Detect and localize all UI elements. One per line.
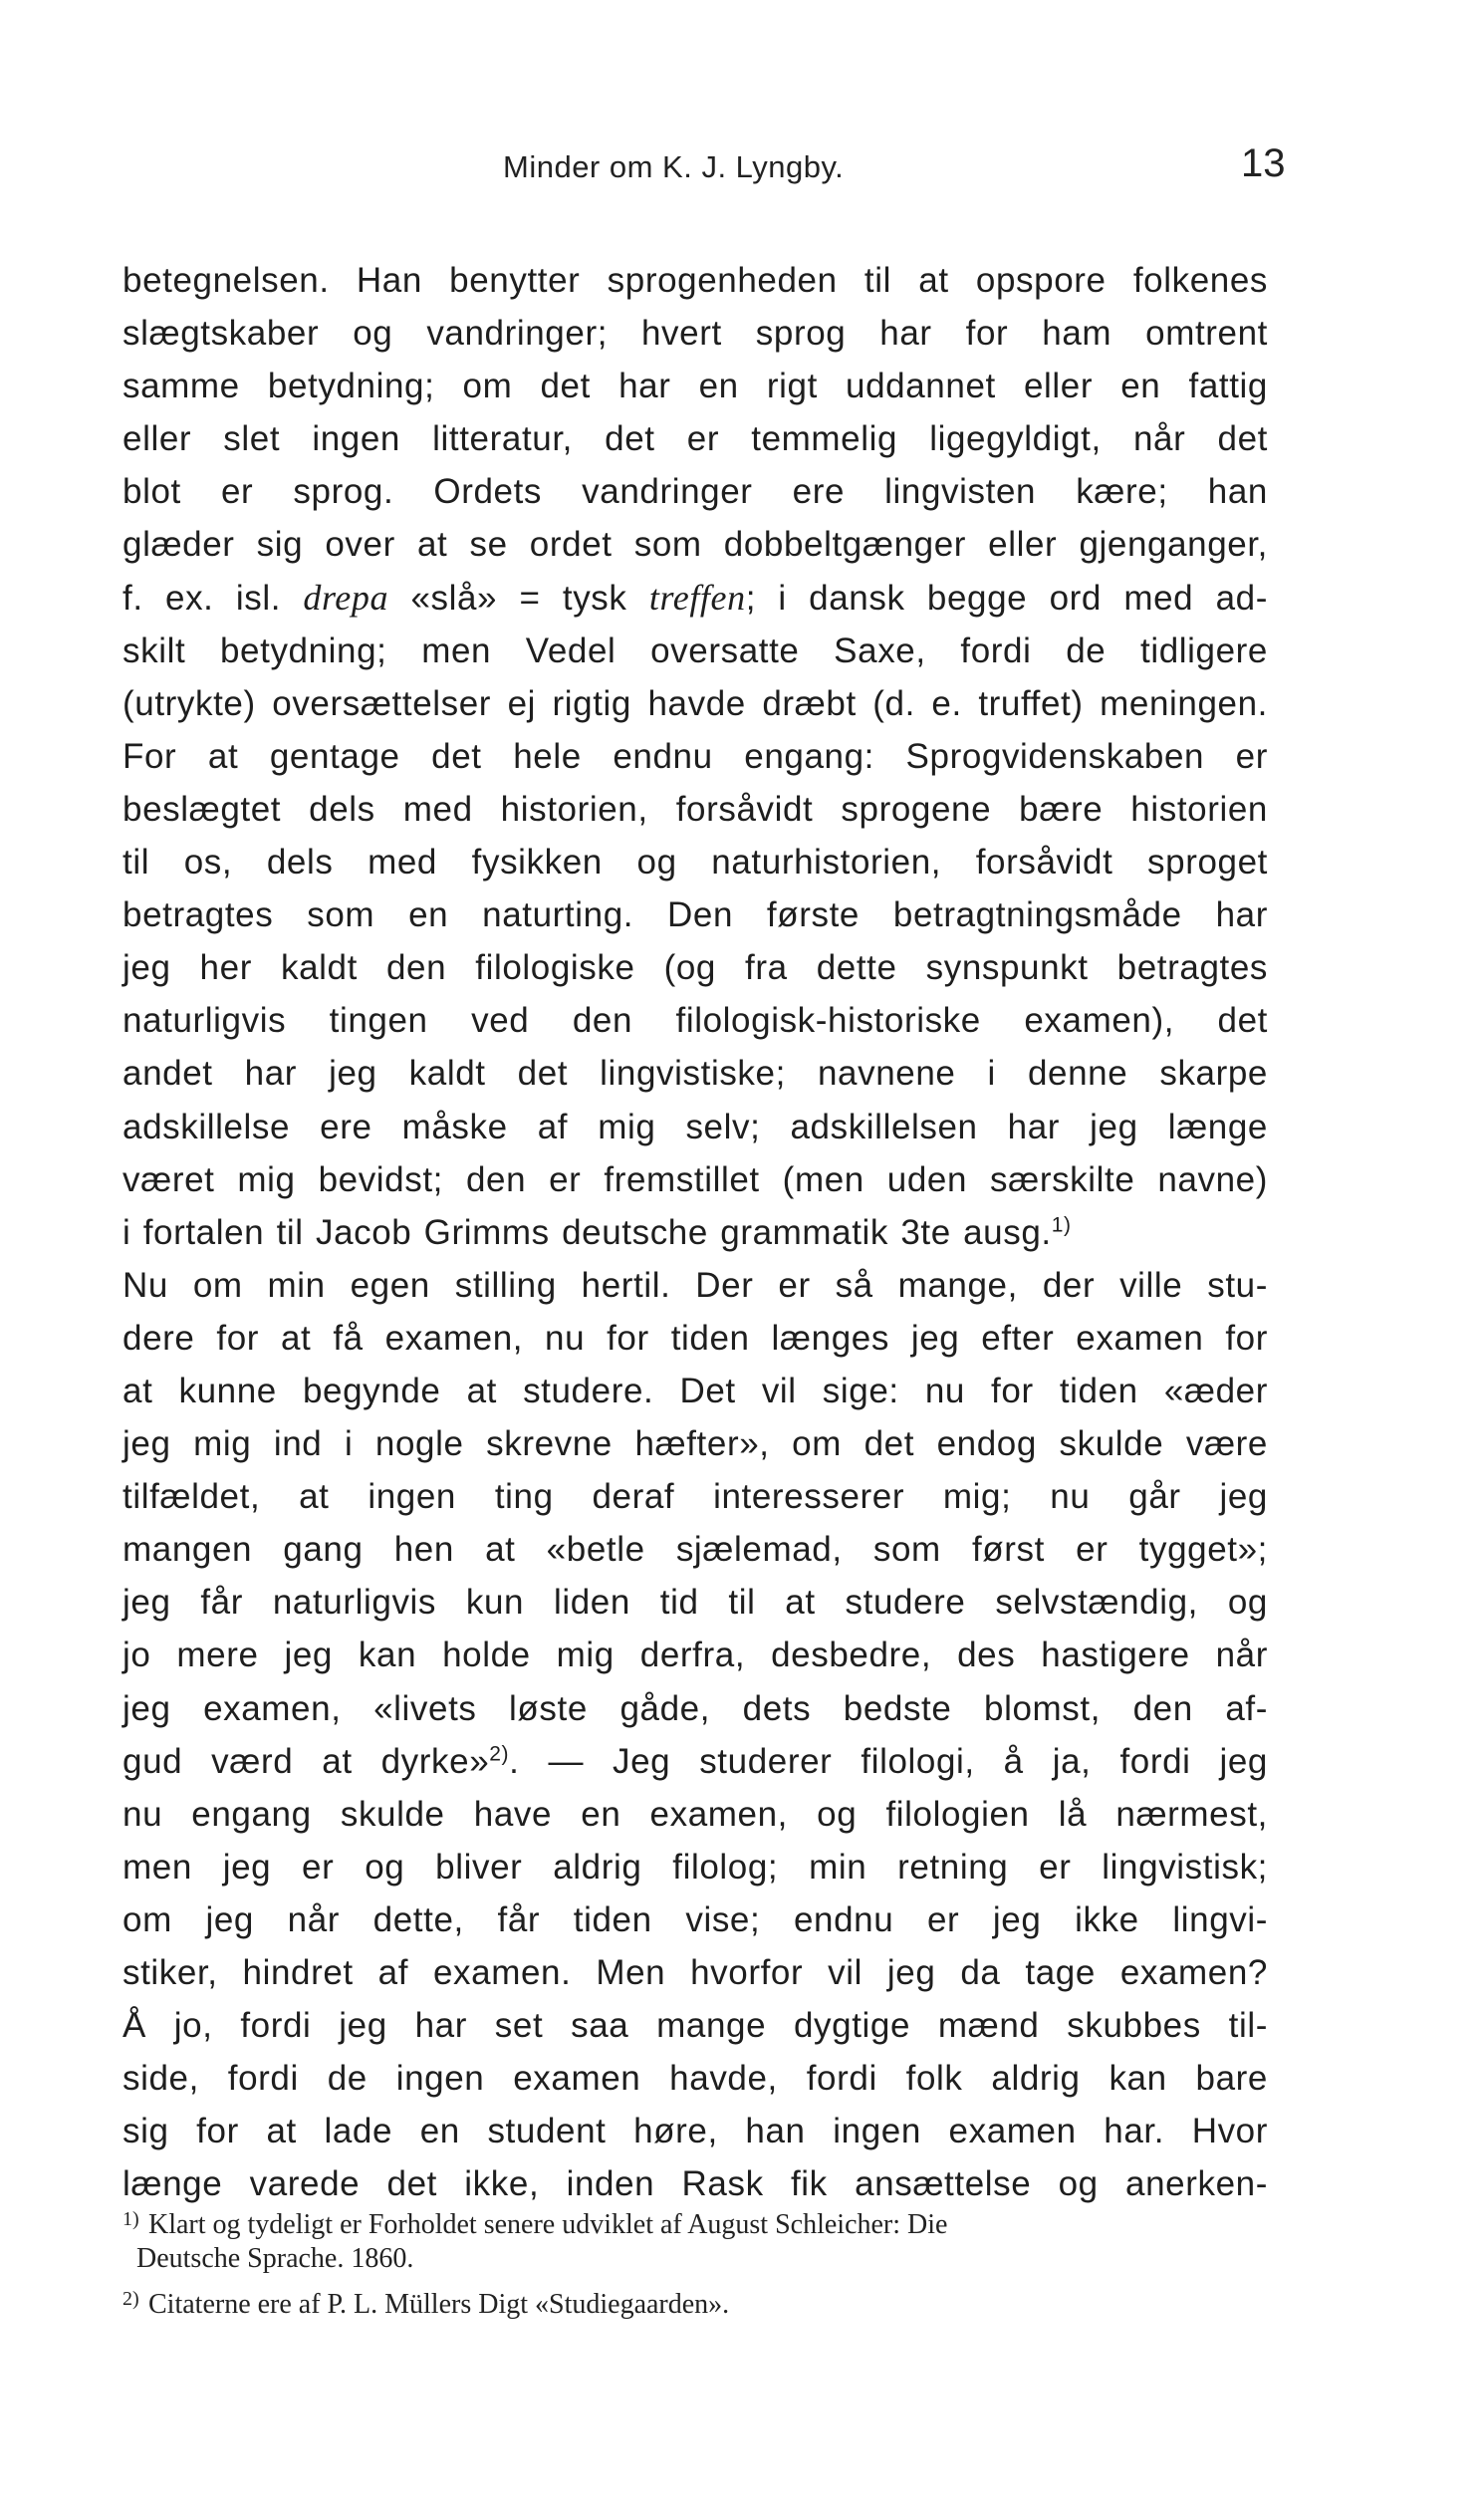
footnote-text: Klart og tydeligt er Forholdet senere udviklet af August Schleicher: Die (148, 2209, 948, 2240)
text-line: sig for at lade en student høre, han ingen examen har. Hvor (123, 2112, 1268, 2151)
text-line: glæder sig over at se ordet som dobbeltgænger eller gjenganger, (123, 525, 1268, 565)
text-line: slægtskaber og vandringer; hvert sprog har for ham omtrent (123, 314, 1268, 354)
text-line: skilt betydning; men Vedel oversatte Saxe, fordi de tidligere (123, 630, 1268, 670)
text-line: beslægtet dels med historien, forsåvidt sprogene bære historien (123, 789, 1268, 829)
text-line: (utrykte) oversættelser ej rigtig havde dræbt (d. e. truffet) meningen. (123, 683, 1268, 723)
text-line: side, fordi de ingen examen havde, fordi folk aldrig kan bare (123, 2059, 1268, 2099)
text-line: jeg mig ind i nogle skrevne hæfter», om det endog skulde være (123, 1424, 1268, 1464)
text-line: men jeg er og bliver aldrig filolog; min retning er lingvistisk; (123, 1847, 1268, 1887)
text-line: jeg examen, «livets løste gåde, dets bedste blomst, den af- (123, 1688, 1268, 1728)
text-fragment: f. ex. isl. (123, 578, 304, 618)
body-text (123, 254, 1268, 2210)
text-fragment: «slå» = tysk (388, 578, 649, 618)
footnotes (123, 2199, 1268, 2319)
text-line: nu engang skulde have en examen, og filologien lå nærmest, (123, 1794, 1268, 1834)
text-line: andet har jeg kaldt det lingvistiske; navnene i denne skarpe (123, 1054, 1268, 1094)
text-line: betragtes som en naturting. Den første betragtningsmåde har (123, 895, 1268, 935)
footnote-2 (123, 2279, 1268, 2319)
emphasis: drepa (303, 577, 389, 618)
text-line: til os, dels med fysikken og naturhistorien, forsåvidt sproget (123, 843, 1268, 882)
text-line: naturligvis tingen ved den filologisk-historiske examen), det (123, 1001, 1268, 1041)
text-line: eller slet ingen litteratur, det er temmelig ligegyldigt, når det (123, 419, 1268, 459)
text-line: betegnelsen. Han benytter sprogenheden til at opspore folkenes (123, 261, 1268, 300)
emphasis: treffen (648, 577, 746, 618)
footnote-ref: 1) (1051, 1213, 1072, 1237)
text-fragment: i fortalen til Jacob Grimms deutsche grammatik 3te ausg. (123, 1212, 1052, 1252)
footnote-1-continuation: Deutsche Sprache. 1860. (136, 2243, 414, 2274)
text-line: stiker, hindret af examen. Men hvorfor vil jeg da tage examen? (123, 1953, 1268, 1992)
text-line: Å jo, fordi jeg har set saa mange dygtige mænd skubbes til- (123, 2006, 1268, 2046)
text-line: tilfældet, at ingen ting deraf interesserer mig; nu går jeg (123, 1477, 1268, 1517)
text-line (123, 572, 1268, 625)
text-line: blot er sprog. Ordets vandringer ere lingvisten kære; han (123, 472, 1268, 512)
text-line: dere for at få examen, nu for tiden længes jeg efter examen for (123, 1318, 1268, 1358)
text-line: jo mere jeg kan holde mig derfra, desbedre, des hastigere når (123, 1636, 1268, 1675)
text-line: Nu om min egen stilling hertil. Der er så mange, der ville stu- (123, 1265, 1268, 1305)
text-line: For at gentage det hele endnu engang: Sprogvidenskaben er (123, 736, 1268, 776)
text-line: samme betydning; om det har en rigt uddannet eller en fattig (123, 367, 1268, 406)
text-fragment: ; i dansk begge ord med ad- (745, 578, 1268, 618)
footnote-ref: 2) (489, 1742, 510, 1766)
text-line: jeg her kaldt den filologiske (og fra dette synspunkt betragtes (123, 948, 1268, 988)
footnote-mark: 1) (123, 2208, 139, 2230)
footnote-1 (123, 2199, 1268, 2239)
text-fragment: gud værd at dyrke» (123, 1741, 490, 1781)
text-line: adskillelse ere måske af mig selv; adskillelsen har jeg længe (123, 1107, 1268, 1146)
text-line (123, 1735, 1268, 1788)
running-head: Minder om K. J. Lyngby. (503, 149, 845, 184)
text-line: jeg får naturligvis kun liden tid til at studere selvstændig, og (123, 1583, 1268, 1623)
text-line (123, 1206, 1268, 1259)
footnote-text: Citaterne ere af P. L. Müllers Digt «Studiegaarden». (148, 2289, 730, 2320)
text-line: mangen gang hen at «betle sjælemad, som først er tygget»; (123, 1530, 1268, 1570)
text-line: været mig bevidst; den er fremstillet (men uden særskilte navne) (123, 1159, 1268, 1199)
text-line: at kunne begynde at studere. Det vil sige: nu for tiden «æder (123, 1371, 1268, 1410)
footnote-mark: 2) (123, 2288, 139, 2310)
text-fragment: . — Jeg studerer filologi, å ja, fordi jeg (509, 1741, 1268, 1781)
text-line: om jeg når dette, får tiden vise; endnu er jeg ikke lingvi- (123, 1899, 1268, 1939)
page-number: 13 (1241, 141, 1286, 185)
text-line: længe varede det ikke, inden Rask fik ansættelse og anerken- (123, 2164, 1268, 2204)
